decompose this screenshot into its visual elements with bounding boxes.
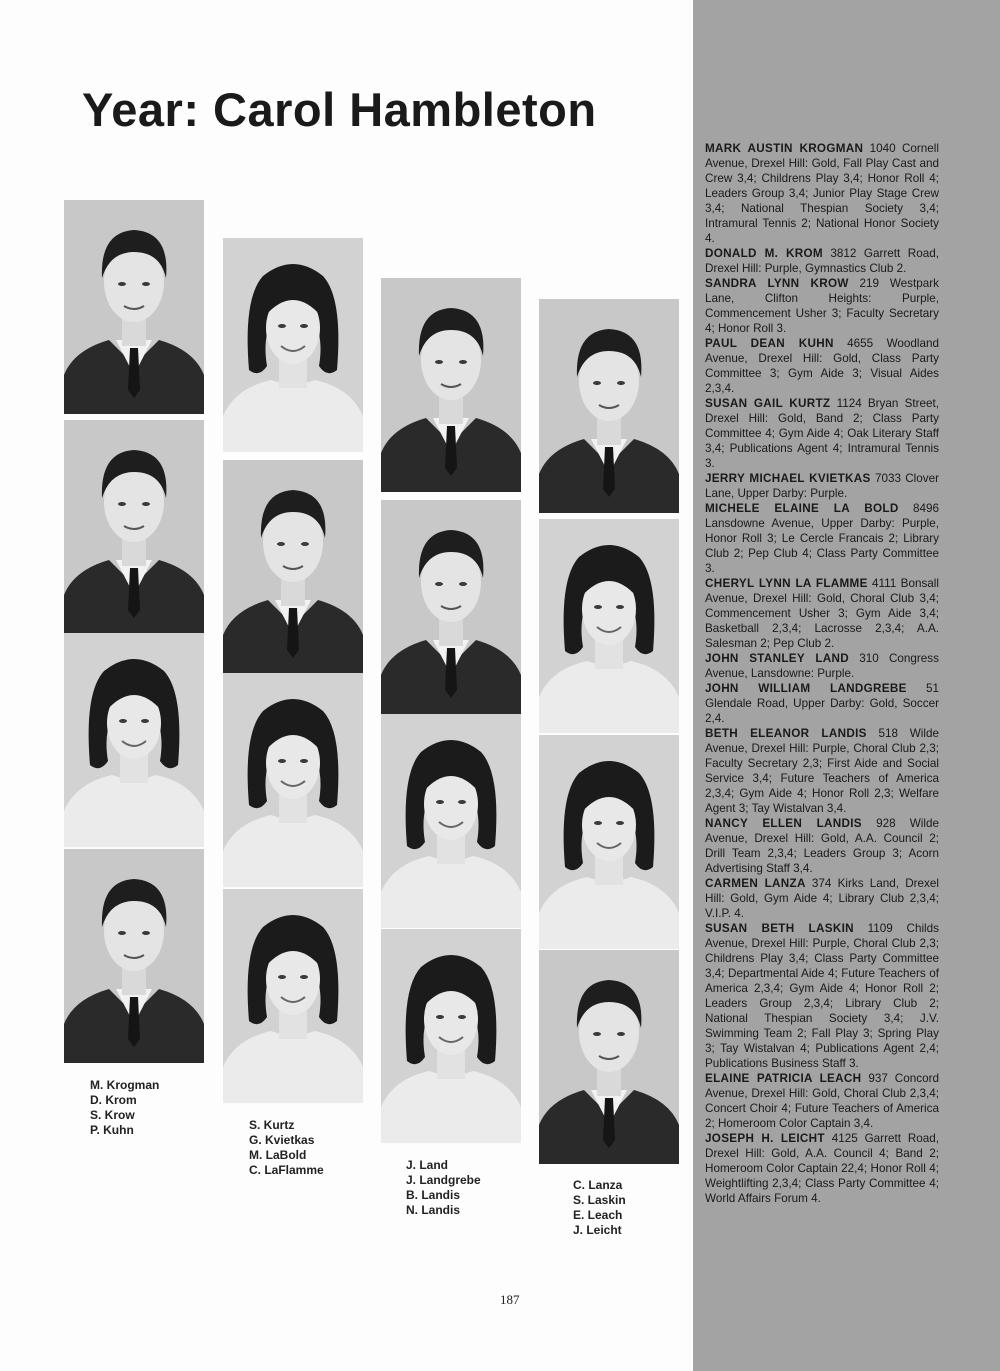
bio-details: 4111 Bonsall Avenue, Drexel Hill: Gold, Choral Club 3,4; Commencement Usher 3; Gym Aide 3,4; Basketball 2,3,4; Lacrosse 2,3,4; A.A. Salesman 2; Pep Club 2. [705,577,940,650]
student-bio [705,471,939,501]
bio-name: MICHELE ELAINE LA BOLD [705,502,899,515]
student-portrait [539,519,679,733]
student-bio [705,501,939,576]
bio-details: 51 Glendale Road, Upper Darby: Gold, Soccer 2,4. [705,682,940,725]
bio-name: CARMEN LANZA [705,877,806,890]
bio-name: JOSEPH H. LEICHT [705,1132,825,1145]
student-portrait [539,950,679,1164]
caption-name: P. Kuhn [90,1123,134,1137]
bio-name: SUSAN GAIL KURTZ [705,397,831,410]
student-portrait [381,500,521,714]
student-bio [705,141,939,246]
bio-details: 928 Wilde Avenue, Drexel Hill: Gold, A.A. Council 2; Drill Team 2,3,4; Leaders Group 3; Acorn Advertising Staff 3,4. [705,817,939,875]
bio-details: 518 Wilde Avenue, Drexel Hill: Purple, Choral Club 2,3; Faculty Secretary 2,3; First Aide and Social Service 3,4; Future Teachers of America 2,3,4; Gym Aide 4; Honor Roll 2,3; Welfare Agent 3; Tay Wistalvan 3,4. [705,727,939,815]
student-portrait [539,299,679,513]
portrait-caption [406,1158,481,1218]
student-bio [705,816,939,876]
bio-details: 1124 Bryan Street, Drexel Hill: Gold, Band 2; Class Party Committee 4; Gym Aide 4; Oak Literary Staff 3,4; Publications Agent 4; Intramural Tennis 3. [705,397,940,470]
caption-name: M. Krogman [90,1078,160,1092]
bio-name: SANDRA LYNN KROW [705,277,849,290]
portrait-caption [249,1118,324,1178]
student-portrait [539,735,679,949]
bio-name: SUSAN BETH LASKIN [705,922,854,935]
caption-name: S. Krow [90,1108,135,1122]
caption-name: C. LaFlamme [249,1163,324,1177]
student-portrait [64,633,204,847]
student-bio [705,681,939,726]
bio-details: 310 Congress Avenue, Lansdowne: Purple. [705,652,939,680]
student-bio [705,651,939,681]
bio-name: MARK AUSTIN KROGMAN [705,142,864,155]
student-portrait [64,849,204,1063]
caption-name: S. Kurtz [249,1118,295,1132]
page-number: 187 [500,1292,520,1307]
student-bio [705,576,939,651]
bio-name: JERRY MICHAEL KVIETKAS [705,472,871,485]
student-bio [705,396,939,471]
caption-name: J. Land [406,1158,449,1172]
caption-name: J. Landgrebe [406,1173,481,1187]
student-bio [705,276,939,336]
bio-details: 1109 Childs Avenue, Drexel Hill: Purple, Choral Club 2,3; Childrens Play 3,4; Class Party Committee 3,4; Departmental Aide 4; Future Teachers of America 2,3,4; Gym Aide 4; Honor Roll 2; Leaders Group 2,3,4; Library Club 2; National Thespian Society 3,4; J.V. Swimming Team 2; Fall Play 3; Spring Play 3; Tay Wistalvan 4; Publications Agent 2,4; Publications Business Staff 3. [705,922,939,1070]
student-portrait [223,889,363,1103]
student-bio [705,246,939,276]
student-portrait [223,238,363,452]
bio-details: 374 Kirks Land, Drexel Hill: Gold, Gym Aide 4; Library Club 2,3,4; V.I.P. 4. [705,877,939,920]
bio-name: PAUL DEAN KUHN [705,337,834,350]
caption-name: D. Krom [90,1093,137,1107]
caption-name: E. Leach [573,1208,623,1222]
bio-details: 219 Westpark Lane, Clifton Heights: Purple, Commencement Usher 3; Faculty Secretary 4; Honor Roll 3. [705,277,939,335]
student-bio [705,1131,939,1206]
student-portrait [64,200,204,414]
portrait-caption [90,1078,159,1138]
student-bio [705,921,939,1071]
portrait-caption [573,1178,626,1238]
student-bio [705,726,939,816]
bio-details: 3812 Garrett Road, Drexel Hill: Purple, Gymnastics Club 2. [705,247,939,275]
student-portrait [381,714,521,928]
caption-name: J. Leicht [573,1223,622,1237]
caption-name: S. Laskin [573,1193,626,1207]
bio-name: ELAINE PATRICIA LEACH [705,1072,862,1085]
student-portrait [381,929,521,1143]
student-bio [705,876,939,921]
student-bios [705,141,939,1206]
bio-details: 937 Concord Avenue, Drexel Hill: Gold, Choral Club 2,3,4; Concert Choir 4; Future Teachers of America 2; Homeroom Color Captain 3,4. [705,1072,939,1130]
student-portrait [381,278,521,492]
bio-name: CHERYL LYNN LA FLAMME [705,577,868,590]
bio-name: JOHN WILLIAM LANDGREBE [705,682,907,695]
caption-name: M. LaBold [249,1148,307,1162]
caption-name: B. Landis [406,1188,461,1202]
bio-name: JOHN STANLEY LAND [705,652,849,665]
student-bio [705,1071,939,1131]
caption-name: C. Lanza [573,1178,623,1192]
student-portrait [223,460,363,674]
bio-details: 7033 Clover Lane, Upper Darby: Purple. [705,472,940,500]
page-title: Year: Carol Hambleton [82,83,597,136]
bio-name: BETH ELEANOR LANDIS [705,727,867,740]
student-portrait [64,420,204,634]
student-bio [705,336,939,396]
student-portrait [223,673,363,887]
caption-name: G. Kvietkas [249,1133,315,1147]
bio-details: 8496 Lansdowne Avenue, Upper Darby: Purple, Honor Roll 3; Le Cercle Francais 2; Library Club 2; Pep Club 4; Class Party Committee 3. [705,502,939,575]
bio-details: 1040 Cornell Avenue, Drexel Hill: Gold, Fall Play Cast and Crew 3,4; Childrens Play 3,4; Honor Roll 4; Leaders Group 3,4; Junior Play Stage Crew 3,4; National Thespian Society 3,4; Intramural Tennis 2; National Honor Society 4. [705,142,939,245]
caption-name: N. Landis [406,1203,461,1217]
bio-name: DONALD M. KROM [705,247,823,260]
bio-details: 4655 Woodland Avenue, Drexel Hill: Gold, Class Party Committee 3; Gym Aide 3; Visual Aides 2,3,4. [705,337,940,395]
bio-details: 4125 Garrett Road, Drexel Hill: Gold, A.A. Council 4; Band 2; Homeroom Color Captain 22,4; Honor Roll 4; Weightlifting 2,3,4; Class Party Committee 4; World Affairs Forum 4. [705,1132,940,1205]
bio-name: NANCY ELLEN LANDIS [705,817,862,830]
